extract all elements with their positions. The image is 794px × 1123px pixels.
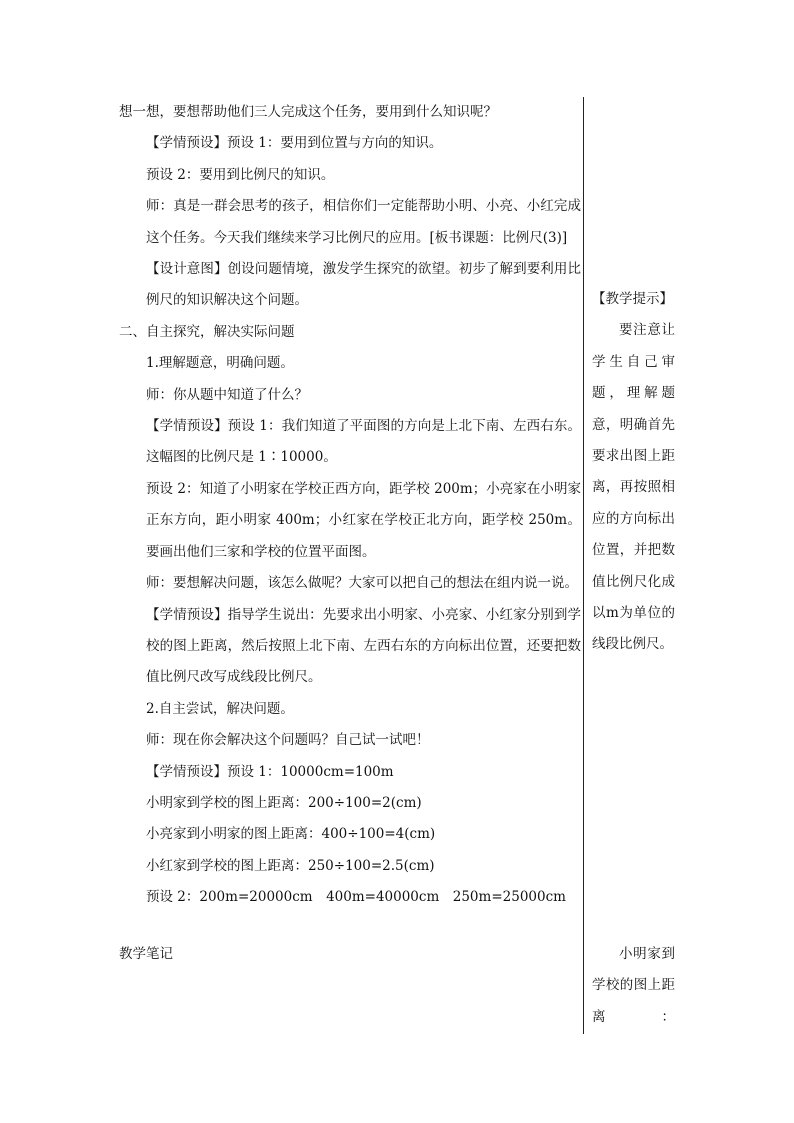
teaching-tip-body: 要注意让学生自己审题，理解题意，明确首先要求出图上距离，再按照相应的方向标出位置，并把数值比例尺化成以m为单位的线段比例尺。	[592, 322, 675, 653]
paragraph: 【学情预设】预设 1：我们知道了平面图的方向是上北下南、左西右东。这幅图的比例尺是 1∶10000。	[146, 418, 581, 466]
paragraph: 1.理解题意，明确问题。	[146, 355, 294, 372]
paragraph: 【学情预设】预设 1：10000cm=100m	[146, 763, 394, 780]
paragraph: 预设 2：要用到比例尺的知识。	[146, 166, 335, 183]
teaching-tip-sidebar	[592, 284, 675, 661]
teaching-tip-title: 【教学提示】	[592, 291, 673, 307]
calculation-line: 预设 2：200m=20000cm 400m=40000cm 250m=25000cm	[146, 889, 566, 906]
calculation-line: 小明家到学校的图上距离：200÷100=2(cm)	[146, 794, 422, 811]
paragraph: 【设计意图】创设问题情境，激发学生探究的欲望。初步了解到要利用比例尺的知识解决这个问题。	[146, 261, 581, 309]
paragraph: 师：真是一群会思考的孩子，相信你们一定能帮助小明、小亮、小红完成这个任务。今天我们继续来学习比例尺的应用。[板书课题：比例尺(3)]	[146, 198, 581, 246]
teaching-notes-label: 教学笔记	[119, 946, 173, 962]
calculation-line: 小红家到学校的图上距离：250÷100=2.5(cm)	[146, 857, 435, 874]
paragraph: 2.自主尝试，解决问题。	[146, 700, 294, 717]
paragraph: 【学情预设】指导学生说出：先要求出小明家、小亮家、小红家分别到学校的图上距离，然后按照上北下南、左西右东的方向标出位置，还要把数值比例尺改写成线段比例尺。	[146, 606, 581, 686]
paragraph: 【学情预设】预设 1：要用到位置与方向的知识。	[146, 135, 443, 152]
calculation-line: 小亮家到小明家的图上距离：400÷100=4(cm)	[146, 826, 436, 843]
section-heading: 二、自主探究，解决实际问题	[119, 323, 295, 340]
paragraph: 师：现在你会解决这个问题吗？自己试一试吧！	[146, 732, 430, 749]
paragraph: 想一想，要想帮助他们三人完成这个任务，要用到什么知识呢？	[119, 104, 497, 120]
column-divider	[583, 97, 584, 1034]
paragraph: 师：你从题中知道了什么？	[146, 386, 308, 403]
main-column	[119, 97, 581, 914]
sidebar-notes-text: 小明家到学校的图上距离：	[592, 946, 675, 1025]
paragraph: 预设 2：知道了小明家在学校正西方向，距学校 200m；小亮家在小明家正东方向，距小明家 400m；小红家在学校正北方向，距学校 250m。要画出他们三家和学校的位置平面图。	[146, 480, 581, 560]
paragraph: 师：要想解决问题，该怎么做呢？大家可以把自己的想法在组内说一说。	[146, 575, 578, 592]
